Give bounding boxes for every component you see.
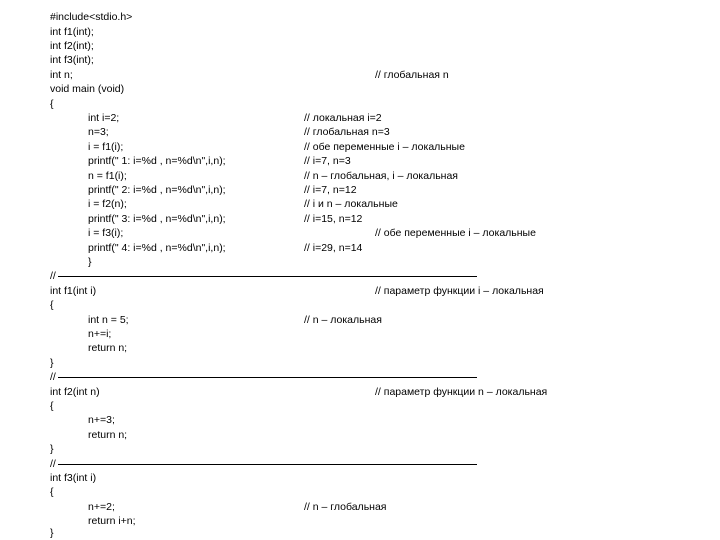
code-line-f3-def: int f3(int i) xyxy=(50,472,97,484)
code-line-f3-brace-close: } xyxy=(50,527,54,539)
separator-comment-2: // xyxy=(50,371,56,383)
code-line-printf-1: printf(" 1: i=%d , n=%d\n",i,n); xyxy=(88,155,226,167)
comment-result-2: // i=7, n=12 xyxy=(304,184,357,196)
comment-both-local: // обе переменные i – локальные xyxy=(304,141,465,153)
code-line-f3-brace-open: { xyxy=(50,486,54,498)
code-line-f3-add: n+=2; xyxy=(88,501,115,513)
separator-rule-1 xyxy=(58,276,477,277)
code-line-f1-add: n+=i; xyxy=(88,328,112,340)
code-line-f1-brace-close: } xyxy=(50,357,54,369)
comment-i-n-local: // i и n – локальные xyxy=(304,198,398,210)
code-line-f3-return: return i+n; xyxy=(88,515,136,527)
comment-global-n3: // глобальная n=3 xyxy=(304,126,390,138)
code-line-i-f1: i = f1(i); xyxy=(88,141,124,153)
code-line-n-f1: n = f1(i); xyxy=(88,170,127,182)
code-line-f2-def: int f2(int n) xyxy=(50,386,100,398)
code-line-brace-close-main: } xyxy=(88,256,92,268)
code-line-f1-def: int f1(int i) xyxy=(50,285,97,297)
comment-both-local-2: // обе переменные i – локальные xyxy=(375,227,536,239)
code-line-n-assign: n=3; xyxy=(88,126,109,138)
comment-result-1: // i=7, n=3 xyxy=(304,155,351,167)
code-line-printf-3: printf(" 3: i=%d , n=%d\n",i,n); xyxy=(88,213,226,225)
code-line-f2-brace-close: } xyxy=(50,443,54,455)
separator-rule-2 xyxy=(58,377,477,378)
code-line-decl-f3: int f3(int); xyxy=(50,54,94,66)
code-line-printf-2: printf(" 2: i=%d , n=%d\n",i,n); xyxy=(88,184,226,196)
code-line-f2-return: return n; xyxy=(88,429,128,441)
code-line-f1-int-n: int n = 5; xyxy=(88,314,129,326)
code-line-i-f3: i = f3(i); xyxy=(88,227,124,239)
code-line-main: void main (void) xyxy=(50,83,125,95)
code-line-f2-add: n+=3; xyxy=(88,414,115,426)
code-line-decl-f2: int f2(int); xyxy=(50,40,94,52)
code-line-include: #include<stdio.h> xyxy=(50,11,133,23)
separator-comment-1: // xyxy=(50,270,56,282)
separator-comment-3: // xyxy=(50,458,56,470)
code-line-global-n: int n; xyxy=(50,69,73,81)
code-line-int-i: int i=2; xyxy=(88,112,120,124)
code-line-i-f2: i = f2(n); xyxy=(88,198,127,210)
comment-result-4: // i=29, n=14 xyxy=(304,242,363,254)
comment-f1-n-local: // n – локальная xyxy=(304,314,382,326)
comment-f1-param: // параметр функции i – локальная xyxy=(375,285,544,297)
code-line-f2-brace-open: { xyxy=(50,400,54,412)
comment-result-3: // i=15, n=12 xyxy=(304,213,363,225)
code-line-decl-f1: int f1(int); xyxy=(50,26,94,38)
comment-global-n: // глобальная n xyxy=(375,69,449,81)
comment-f3-n-global: // n – глобальная xyxy=(304,501,387,513)
comment-f2-param: // параметр функции n – локальная xyxy=(375,386,548,398)
code-line-printf-4: printf(" 4: i=%d , n=%d\n",i,n); xyxy=(88,242,226,254)
comment-local-i: // локальная i=2 xyxy=(304,112,382,124)
code-line-f1-brace-open: { xyxy=(50,299,54,311)
comment-n-global-i-local: // n – глобальная, i – локальная xyxy=(304,170,458,182)
code-line-brace-open: { xyxy=(50,98,54,110)
code-line-f1-return: return n; xyxy=(88,342,128,354)
separator-rule-3 xyxy=(58,464,477,465)
